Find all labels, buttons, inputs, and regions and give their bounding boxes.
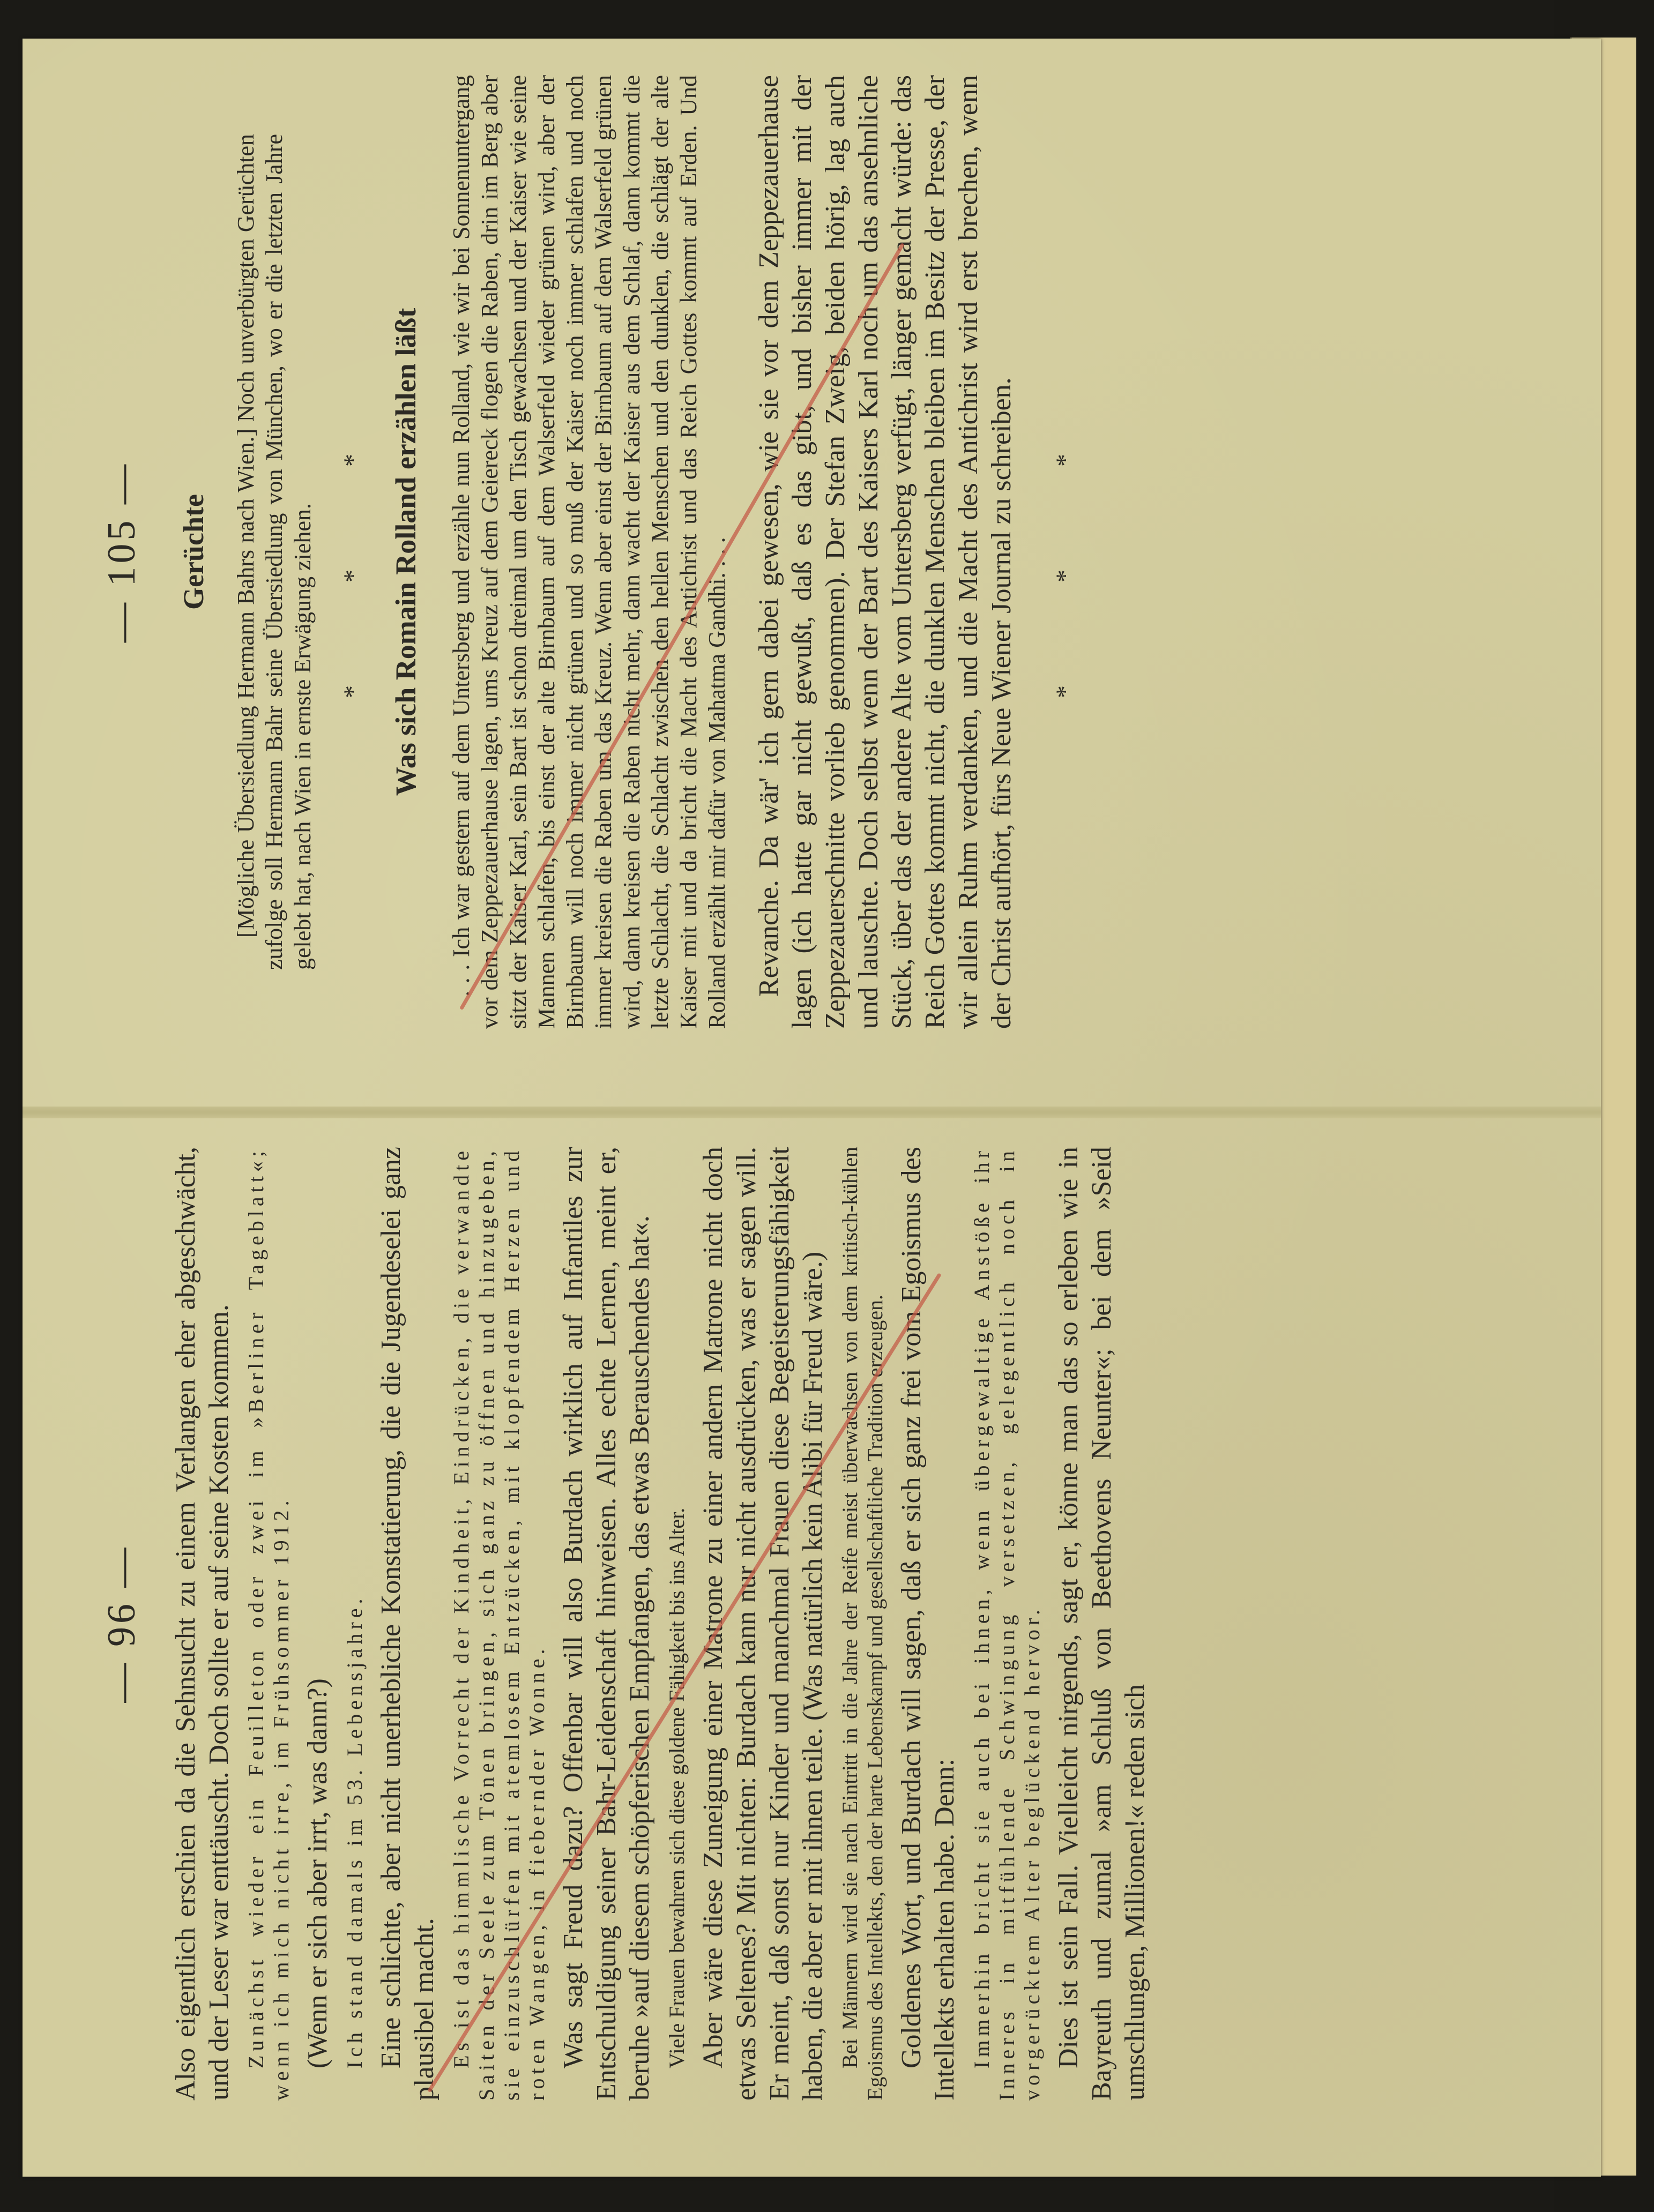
center-fold (23, 1107, 1601, 1118)
left-page (99, 1147, 1332, 2101)
paragraph: Dies ist sein Fall. Vielleicht nirgends, sagt er, könne man das so erleben wie in Bayreuth und zumal »am Schluß von Beethovens Neunter«; bei dem »Seid umschlungen, Millionen!« reden sich (1053, 1147, 1150, 2101)
right-page (99, 75, 1332, 1029)
section-divider: * * * (1051, 406, 1079, 698)
paragraph: Aber wäre diese Zuneigung einer Matrone zu einer andern Matrone nicht doch etwas Seltenes? Mit nichten: Burdach kann nur nicht ausdrücken, was er sagen will. Er meint, daß sonst nur Kinder und manchmal Frauen diese Begeisterungsfähigkeit haben, die aber er mit ihnen teile. (Was natürlich kein Alibi für Freud wäre.) (698, 1147, 828, 2101)
page-number: — 96 — (100, 1544, 144, 1703)
quote: Viele Frauen bewahren sich diese goldene Fähigkeit bis ins Alter. (665, 1507, 689, 2068)
paragraph: Was sagt Freud dazu? Offenbar will also Burdach wirklich auf Infantiles zur Entschuldigung seiner Bahr-Leidenschaft hinweisen. Alles echte Lernen, meint er, beruhe »auf diesem schöpferischen Empfangen, das etwas Berauschendes hat«. (558, 1147, 655, 2101)
quote: Zunächst wieder ein Feuilleton oder zwei im »Berliner Tageblatt«; wenn ich mich nicht irre, im Frühsommer 1912. (244, 1147, 293, 2101)
quote: Immerhin bricht sie auch bei ihnen, wenn übergewaltige Anstöße ihr Inneres in mitfühlende Schwingung versetzen, gelegentlich noch in vorgerücktem Alter beglückend hervor. (970, 1147, 1044, 2101)
page-number: — 105 — (100, 461, 144, 642)
section-divider: * * * (339, 406, 367, 698)
revanche-paragraph: Revanche. Da wär' ich gern dabei gewesen, wie sie vor dem Zeppezauerhause lagen (ich hatte gar nicht gewußt, daß es das gibt, und bisher immer mit der Zeppezauerschnitte vorlieb genommen). Der Stefan Zweig, beiden hörig, lag auch und lauschte. Doch selbst wenn der Bart des Kaisers Karl noch um das ansehnliche Stück, über das der andere Alte vom Untersberg verfügt, länger gemacht würde: das Reich Gottes kommt nicht, die dunklen Menschen bleiben im Besitz der Presse, der wir allein Ruhm verdanken, und die Macht des Antichrist wird erst brechen, wenn der Christ aufhört, fürs Neue Wiener Journal zu schreiben. (754, 75, 1017, 1029)
paragraph: (Wenn er sich aber irrt, was dann?) (302, 1678, 333, 2068)
section-heading-geruechte: Gerüchte (177, 494, 210, 610)
paragraph: Eine schlichte, aber nicht unerhebliche Konstatierung, die die Jugendeselei ganz plausibel macht. (376, 1147, 439, 2101)
quote: Bei Männern wird sie nach Eintritt in die Jahre der Reife meist überwachsen von dem kritisch-kühlen Egoismus des Intellekts, den der harte Lebenskampf und gesellschaftliche Tradition erzeugen. (838, 1147, 887, 2101)
quote: Es ist das himmlische Vorrecht der Kindheit, Eindrücken, die verwandte Saiten der Seele zum Tönen bringen, sich ganz zu öffnen und hinzugeben, sie einzuschlürfen mit atemlosem Entzücken, mit klopfendem Herzen und roten Wangen, in fiebernder Wonne. (449, 1147, 549, 2101)
rolland-quote: . . . Ich war gestern auf dem Untersberg und erzähle nun Rolland, wie wir bei Sonnenuntergang vor dem Zeppezauerhause lagen, ums Kreuz auf dem Geiereck flogen die Raben, drin im Berg aber sitzt der Kaiser Karl, sein Bart ist schon dreimal um den Tisch gewachsen und der Kaiser wie seine Mannen schlafen, bis einst der alte Birnbaum auf dem Walserfeld wieder grünen wird, aber der Birnbaum will noch immer nicht grünen und so muß der Kaiser noch immer schlafen und noch immer kreisen die Raben um das Kreuz. Wenn aber einst der Birnbaum auf dem Walserfeld grünen wird, dann kreisen die Raben nicht mehr, dann wacht der Kaiser aus dem Schlaf, dann kommt die letzte Schlacht, die Schlacht zwischen den hellen Menschen und den dunklen, die schlägt der alte Kaiser mit und da bricht die Macht des Antichrist und das Reich Gottes kommt auf Erden. Und Rolland erzählt mir dafür von Mahatma Gandhi. . . . (448, 75, 730, 1029)
rumor-paragraph: [Mögliche Übersiedlung Hermann Bahrs nach Wien.] Noch unverbürgten Gerüchten zufolge soll Hermann Bahr seine Übersiedlung von München, wo er die letzten Jahre gelebt hat, nach Wien in ernste Erwägung ziehen. (233, 134, 316, 970)
section-heading-rolland: Was sich Romain Rolland erzählen läßt (390, 308, 422, 796)
quote: Ich stand damals im 53. Lebensjahre. (342, 1594, 367, 2068)
paragraph: Also eigentlich erschien da die Sehnsucht zu einem Verlangen eher abgeschwächt, und der Leser war enttäuscht. Doch sollte er auf seine Kosten kommen. (170, 1147, 234, 2101)
paragraph: Goldenes Wort, und Burdach will sagen, daß er sich ganz frei vom Egoismus des Intellekts erhalten habe. Denn: (896, 1147, 960, 2101)
